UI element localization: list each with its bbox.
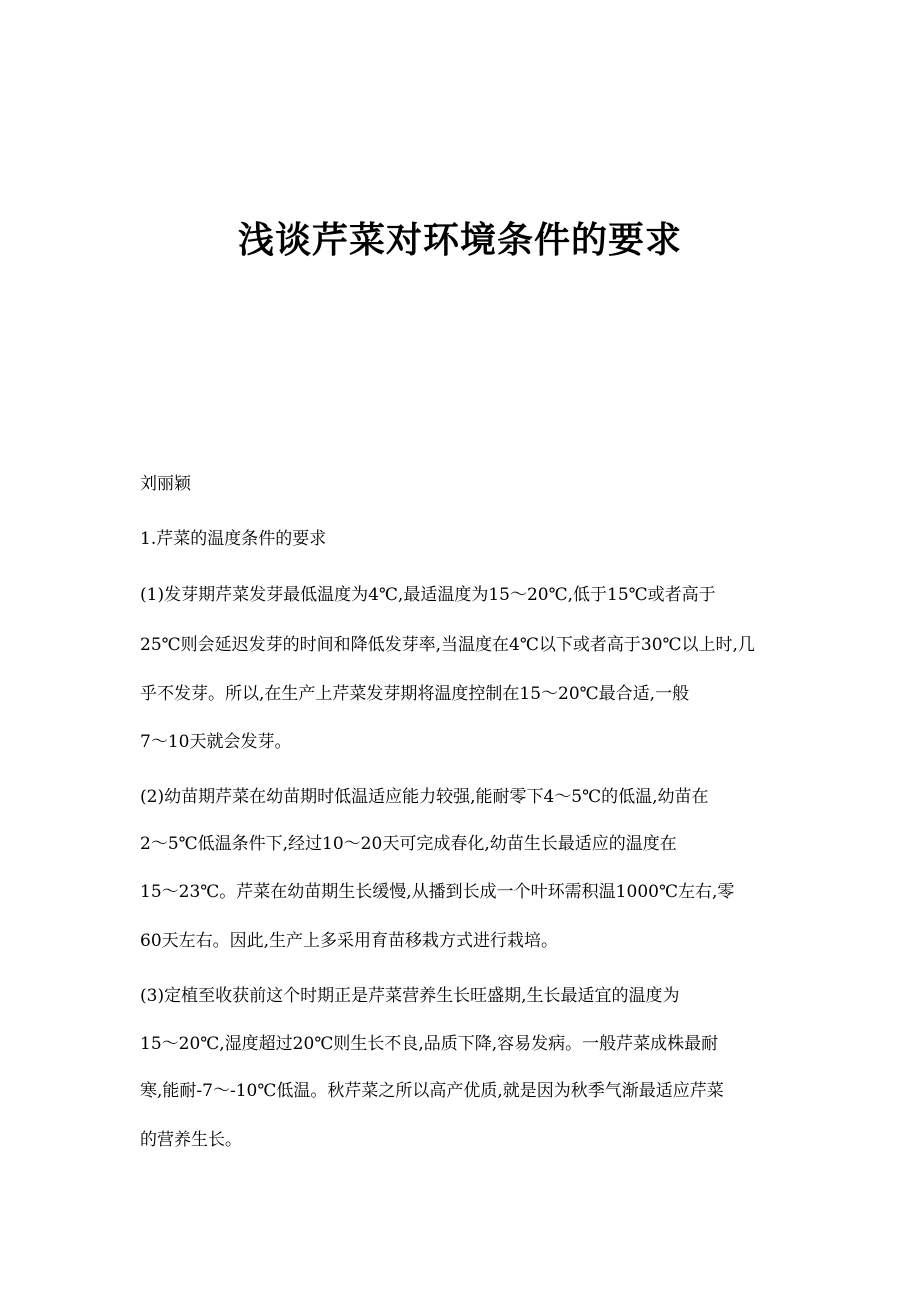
paragraph-line: 60天左右。因此,生产上多采用育苗移栽方式进行栽培。 (140, 931, 559, 951)
paragraph-line: 的营养生长。 (140, 1130, 242, 1150)
paragraph-line: (1)发芽期芹菜发芽最低温度为4℃,最适温度为15～20℃,低于15℃或者高于 (140, 585, 716, 605)
author-name: 刘丽颖 (140, 474, 191, 494)
paragraph-line: 乎不发芽。所以,在生产上芹菜发芽期将温度控制在15～20℃最合适,一般 (140, 684, 690, 704)
paragraph-line: 15～23℃。芹菜在幼苗期生长缓慢,从播到长成一个叶环需积温1000℃左右,零 (140, 882, 735, 902)
paragraph-line: 15～20℃,湿度超过20℃则生长不良,品质下降,容易发病。一般芹菜成株最耐 (140, 1034, 719, 1054)
document-title: 浅谈芹菜对环境条件的要求 (237, 219, 682, 261)
paragraph-line: 7～10天就会发芽。 (140, 732, 292, 752)
section-heading: 1.芹菜的温度条件的要求 (140, 529, 327, 549)
paragraph-line: 寒,能耐-7～-10℃低温。秋芹菜之所以高产优质,就是因为秋季气渐最适应芹菜 (140, 1081, 724, 1101)
paragraph-line: (3)定植至收获前这个时期正是芹菜营养生长旺盛期,生长最适宜的温度为 (140, 986, 680, 1006)
paragraph-line: 25℃则会延迟发芽的时间和降低发芽率,当温度在4℃以下或者高于30℃以上时,几 (140, 635, 755, 655)
paragraph-line: (2)幼苗期芹菜在幼苗期时低温适应能力较强,能耐零下4～5℃的低温,幼苗在 (140, 787, 709, 807)
paragraph-line: 2～5℃低温条件下,经过10～20天可完成春化,幼苗生长最适应的温度在 (140, 834, 677, 854)
